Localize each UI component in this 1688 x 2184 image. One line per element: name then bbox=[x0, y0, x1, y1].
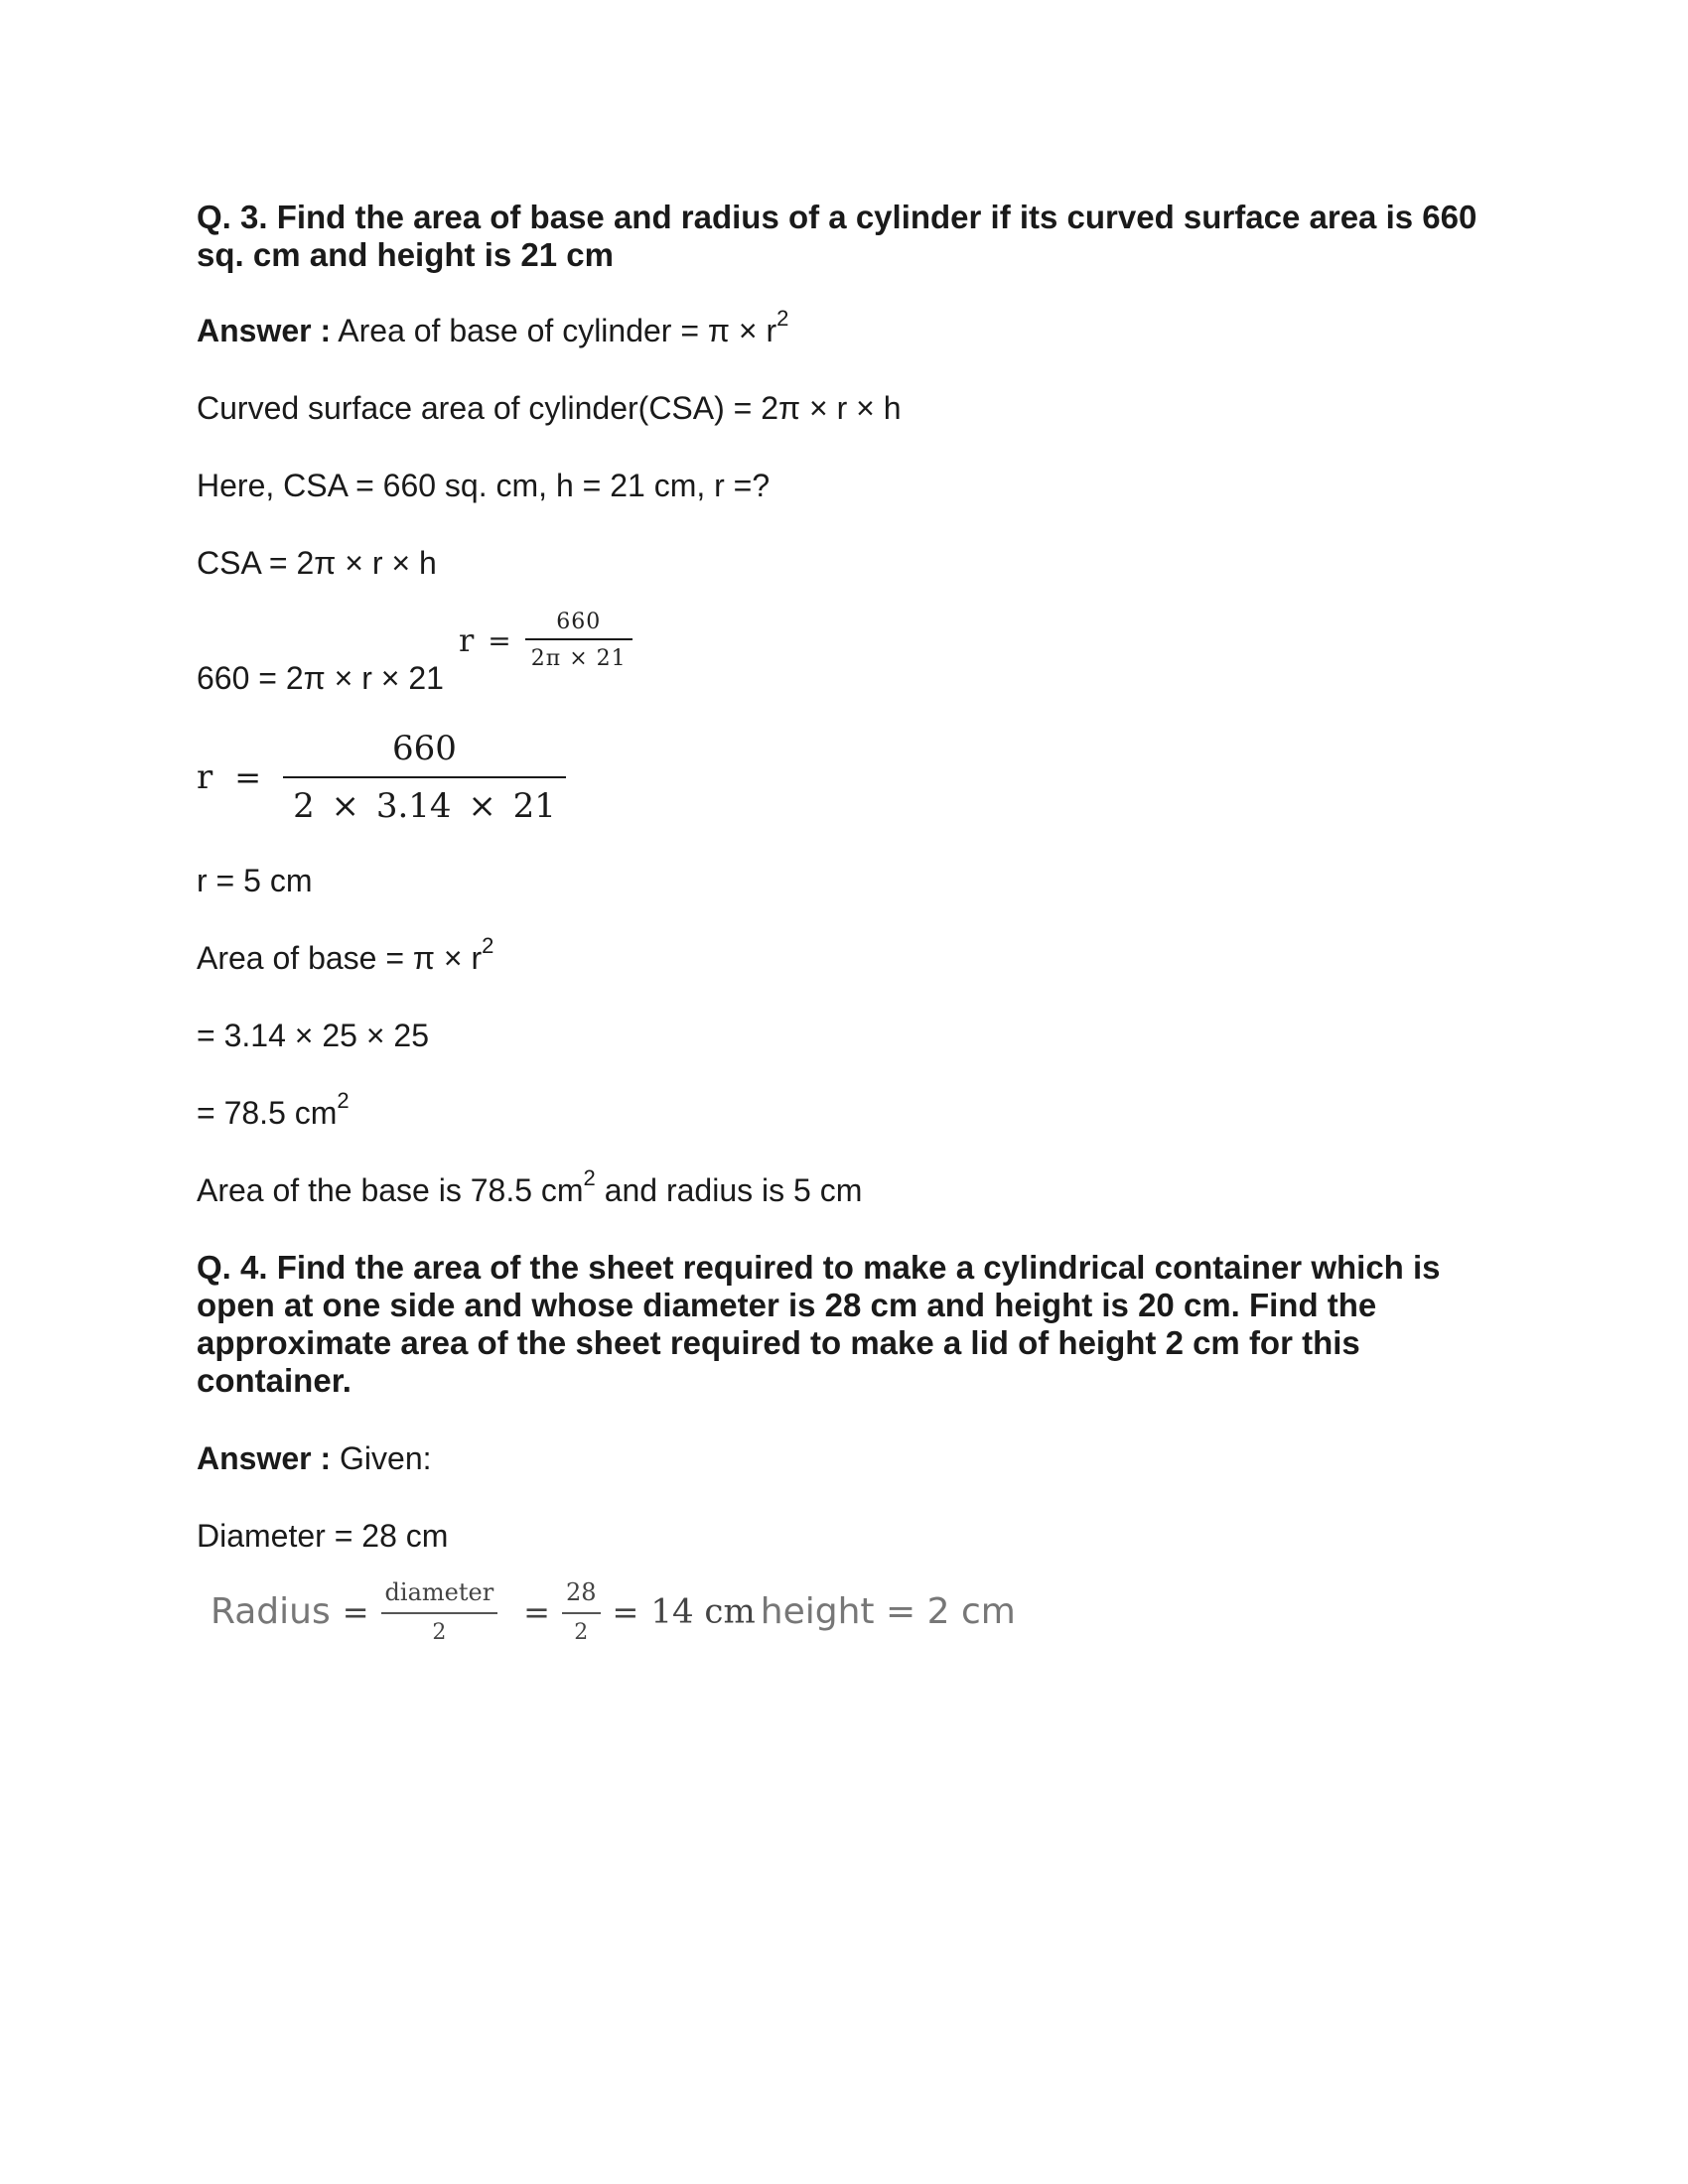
diameter-line: Diameter = 28 cm bbox=[197, 1518, 449, 1554]
fraction-numerator: 660 bbox=[392, 729, 457, 768]
fraction-lhs: r bbox=[459, 621, 475, 659]
fraction-numerator: 28 bbox=[565, 1578, 597, 1606]
exponent: 2 bbox=[337, 1088, 350, 1113]
fraction-lhs: r bbox=[197, 757, 213, 797]
exponent: 2 bbox=[482, 933, 494, 958]
fraction bbox=[525, 610, 633, 671]
small-fraction-equation bbox=[459, 610, 633, 671]
answer-text: Given: bbox=[331, 1440, 432, 1476]
answer-label: Answer : bbox=[197, 1440, 332, 1476]
diameter-fraction bbox=[381, 1578, 498, 1645]
equals-sign: = bbox=[488, 623, 511, 657]
equals-sign: = bbox=[612, 1592, 639, 1631]
substitution-line: 660 = 2π × r × 21 bbox=[197, 660, 444, 696]
radius-equation bbox=[211, 1578, 1016, 1645]
area-result-line bbox=[197, 1088, 350, 1132]
equals-sign: = bbox=[523, 1592, 550, 1631]
equals-sign: = bbox=[342, 1592, 369, 1631]
equals-sign: = bbox=[234, 758, 262, 796]
answer-label: Answer : bbox=[197, 313, 332, 348]
q4-answer-line bbox=[197, 1439, 432, 1477]
csa-equation-line: CSA = 2π × r × h bbox=[197, 545, 437, 581]
height-text: height = 2 cm bbox=[760, 1591, 1016, 1632]
radius-result-line: r = 5 cm bbox=[197, 863, 313, 898]
fraction bbox=[283, 729, 566, 826]
large-fraction-equation bbox=[197, 729, 566, 826]
exponent: 2 bbox=[583, 1165, 596, 1190]
fraction-numerator: 660 bbox=[556, 610, 602, 634]
numeric-fraction bbox=[562, 1578, 601, 1645]
given-values-line: Here, CSA = 660 sq. cm, h = 21 cm, r =? bbox=[197, 468, 771, 503]
final-answer-text-b: and radius is 5 cm bbox=[595, 1172, 863, 1208]
area-base-text: Area of base = π × r bbox=[197, 940, 483, 976]
radius-value: 14 cm bbox=[650, 1591, 756, 1632]
area-result-text: = 78.5 cm bbox=[197, 1095, 338, 1131]
fraction-denominator: 2 bbox=[574, 1620, 589, 1645]
area-base-formula-line bbox=[197, 933, 494, 977]
calculation-line: = 3.14 × 25 × 25 bbox=[197, 1018, 429, 1053]
fraction-denominator: 2π × 21 bbox=[530, 646, 627, 671]
fraction-denominator: 2 bbox=[432, 1620, 447, 1645]
answer-text: Area of base of cylinder = π × r bbox=[331, 313, 777, 348]
exponent: 2 bbox=[776, 306, 789, 331]
fraction-numerator: diameter bbox=[384, 1578, 494, 1606]
csa-formula-line: Curved surface area of cylinder(CSA) = 2π × r × h bbox=[197, 390, 902, 426]
question-4: Q. 4. Find the area of the sheet required to make a cylindrical container which is open at one side and whose diameter is 28 cm and height is 20 cm. Find the approximate area of the sheet required to make a lid of height 2 cm for this container. bbox=[197, 1249, 1441, 1399]
final-answer-text-a: Area of the base is 78.5 cm bbox=[197, 1172, 584, 1208]
q3-answer-line bbox=[197, 306, 789, 349]
final-answer-line bbox=[197, 1165, 863, 1209]
fraction-denominator: 2 × 3.14 × 21 bbox=[293, 786, 556, 826]
radius-word: Radius bbox=[211, 1591, 331, 1632]
question-3: Q. 3. Find the area of base and radius of a cylinder if its curved surface area is 660 sq. cm and height is 21 cm bbox=[197, 199, 1477, 273]
